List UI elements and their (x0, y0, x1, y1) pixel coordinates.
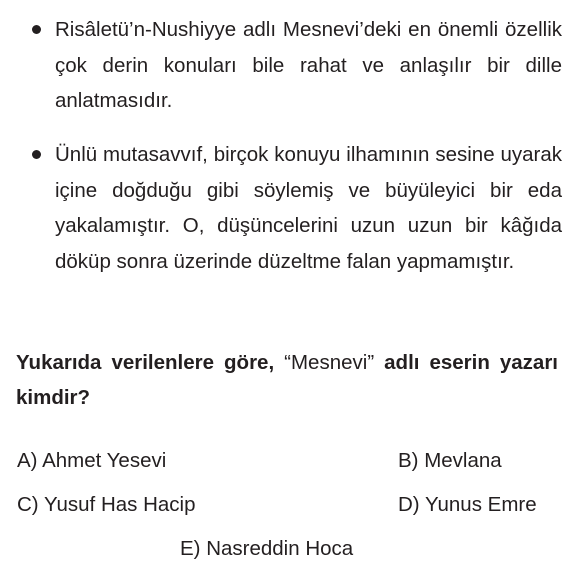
option-e[interactable]: E) Nasreddin Hoca (180, 537, 354, 560)
option-a[interactable]: A) Ahmet Yesevi (17, 449, 167, 472)
bullet-icon (32, 25, 41, 34)
option-c[interactable]: C) Yusuf Has Hacip (17, 493, 196, 516)
bullet-text-2: Ünlü mutasavvıf, birçok konuyu ilhamının sesine uyarak içine doğduğu gibi söylemiş ve büyüleyici bir eda yakalamıştır. O, düşüncelerini uzun uzun bir kâğıda döküp sonra üzerinde düzeltme falan yapmamıştır. (55, 143, 562, 273)
option-d[interactable]: D) Yunus Emre (398, 493, 537, 516)
question-quoted-title: “Mesnevi” (284, 351, 375, 374)
bullet-item-2 (22, 137, 562, 279)
bullet-item-1 (22, 12, 562, 119)
question-part-2: adlı eserin yazarı kimdir? (16, 351, 558, 409)
option-b[interactable]: B) Mevlana (398, 449, 502, 472)
bullet-text-1: Risâletü’n-Nushiyye adlı Mesnevi’deki en önemli özellik çok derin konuları bile rahat ve anlaşılır bir dille anlatmasıdır. (55, 18, 562, 112)
bullet-icon (32, 150, 41, 159)
question-part-1: Yukarıda verilenlere göre, (16, 351, 285, 374)
question-text (16, 345, 558, 415)
